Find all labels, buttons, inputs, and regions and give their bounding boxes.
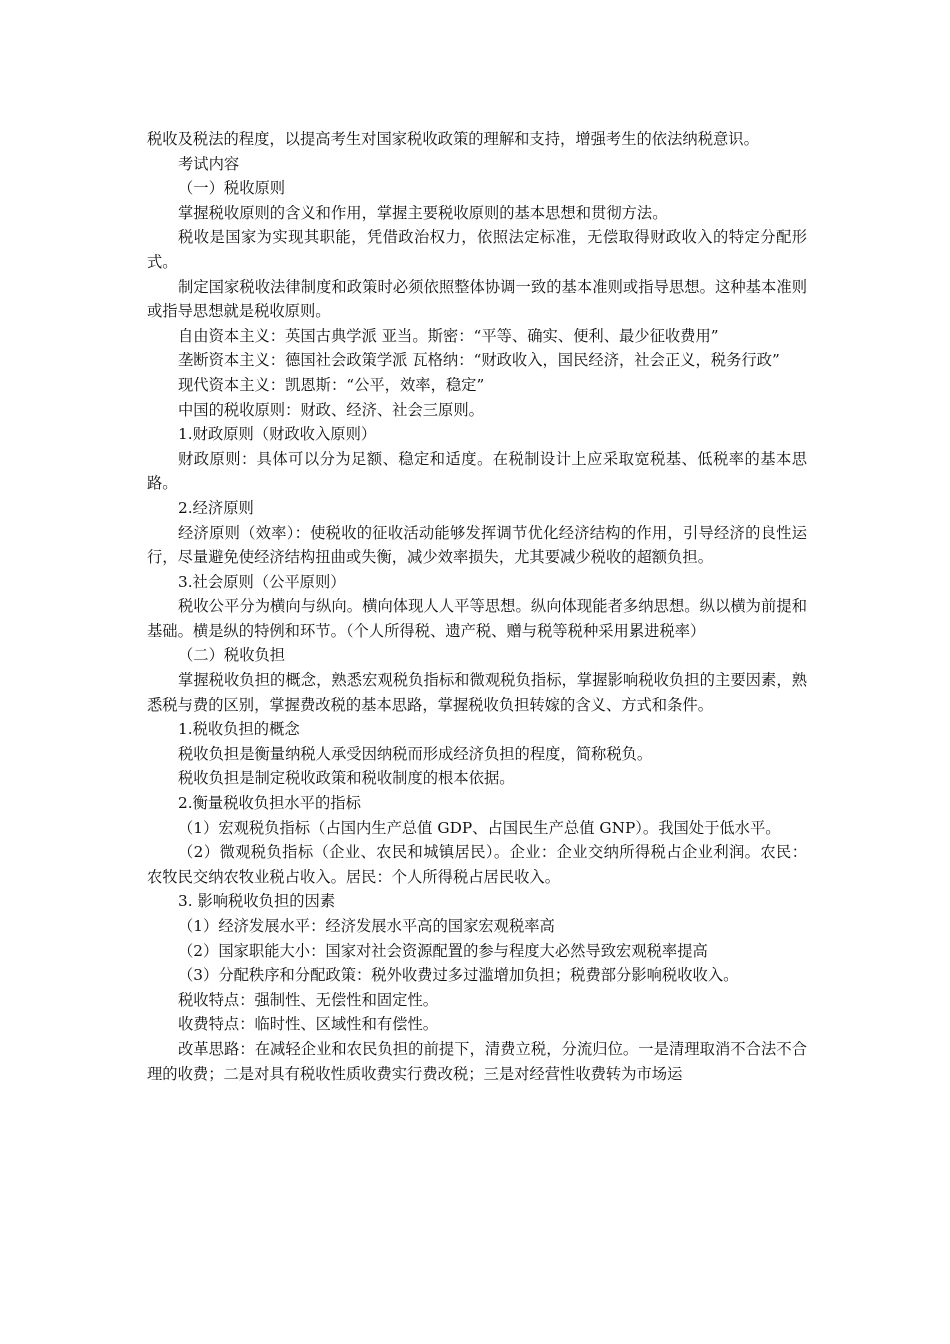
paragraph: 2.衡量税收负担水平的指标 [178, 794, 361, 813]
paragraph: 中国的税收原则：财政、经济、社会三原则。 [178, 400, 484, 419]
paragraph: 收费特点：临时性、区域性和有偿性。 [178, 1015, 439, 1034]
paragraph: 改革思路：在减轻企业和农民负担的前提下，清费立税，分流归位。一是清理取消不合法不合理的收费；二是对具有税收性质收费实行费改税；三是对经营性收费转为市场运 [147, 1039, 807, 1083]
paragraph: （1）经济发展水平：经济发展水平高的国家宏观税率高 [178, 917, 555, 935]
paragraph: 2.经济原则 [178, 498, 254, 517]
paragraph: 1.财政原则（财政收入原则） [178, 425, 377, 444]
paragraph: 3. 影响税收负担的因素 [178, 892, 336, 911]
paragraph: 税收负担是衡量纳税人承受因纳税而形成经济负担的程度，简称税负。 [178, 744, 653, 763]
paragraph: 垄断资本主义：德国社会政策学派 瓦格纳：“财政收入，国民经济，社会正义，税务行政” [178, 351, 780, 370]
document-body [147, 127, 807, 1086]
paragraph: 3.社会原则（公平原则） [178, 572, 346, 591]
paragraph: 税收是国家为实现其职能，凭借政治权力，依照法定标准，无偿取得财政收入的特定分配形式。 [147, 228, 807, 271]
paragraph: 自由资本主义：英国古典学派 亚当。斯密：“平等、确实、便利、最少征收费用” [178, 326, 719, 345]
paragraph: （2）微观税负指标（企业、农民和城镇居民）。企业：企业交纳所得税占企业利润。农民：农牧民交纳农牧业税占收入。居民：个人所得税占居民收入。 [147, 843, 807, 886]
paragraph: 掌握税收原则的含义和作用，掌握主要税收原则的基本思想和贯彻方法。 [178, 203, 668, 222]
paragraph: 现代资本主义：凯恩斯：“公平，效率，稳定” [178, 375, 485, 394]
paragraph: 掌握税收负担的概念，熟悉宏观税负指标和微观税负指标，掌握影响税收负担的主要因素，熟悉税与费的区别，掌握费改税的基本思路，掌握税收负担转嫁的含义、方式和条件。 [147, 671, 807, 714]
paragraph: （1）宏观税负指标（占国内生产总值 GDP、占国民生产总值 GNP）。我国处于低水平。 [178, 818, 781, 837]
paragraph: 经济原则（效率）：使税收的征收活动能够发挥调节优化经济结构的作用，引导经济的良性运行，尽量避免使经济结构扭曲或失衡，减少效率损失，尤其要减少税收的超额负担。 [147, 523, 807, 567]
paragraph: 考试内容 [178, 154, 240, 173]
paragraph: 制定国家税收法律制度和政策时必须依照整体协调一致的基本准则或指导思想。这种基本准则或指导思想就是税收原则。 [147, 277, 807, 321]
paragraph: （二）税收负担 [178, 646, 286, 665]
paragraph: （一）税收原则 [178, 179, 286, 198]
paragraph: 税收特点：强制性、无偿性和固定性。 [178, 990, 439, 1009]
paragraph: 1.税收负担的概念 [178, 720, 300, 739]
paragraph: 税收负担是制定税收政策和税收制度的根本依据。 [178, 769, 515, 788]
paragraph: （2）国家职能大小：国家对社会资源配置的参与程度大必然导致宏观税率提高 [178, 941, 708, 960]
paragraph: （3）分配秩序和分配政策：税外收费过多过滥增加负担；税费部分影响税收收入。 [178, 966, 739, 985]
paragraph: 税收及税法的程度，以提高考生对国家税收政策的理解和支持，增强考生的依法纳税意识。 [147, 130, 759, 148]
paragraph: 财政原则：具体可以分为足额、稳定和适度。在税制设计上应采取宽税基、低税率的基本思路。 [147, 449, 807, 493]
paragraph: 税收公平分为横向与纵向。横向体现人人平等思想。纵向体现能者多纳思想。纵以横为前提和基础。横是纵的特例和环节。（个人所得税、遗产税、赠与税等税种采用累进税率） [147, 597, 807, 640]
